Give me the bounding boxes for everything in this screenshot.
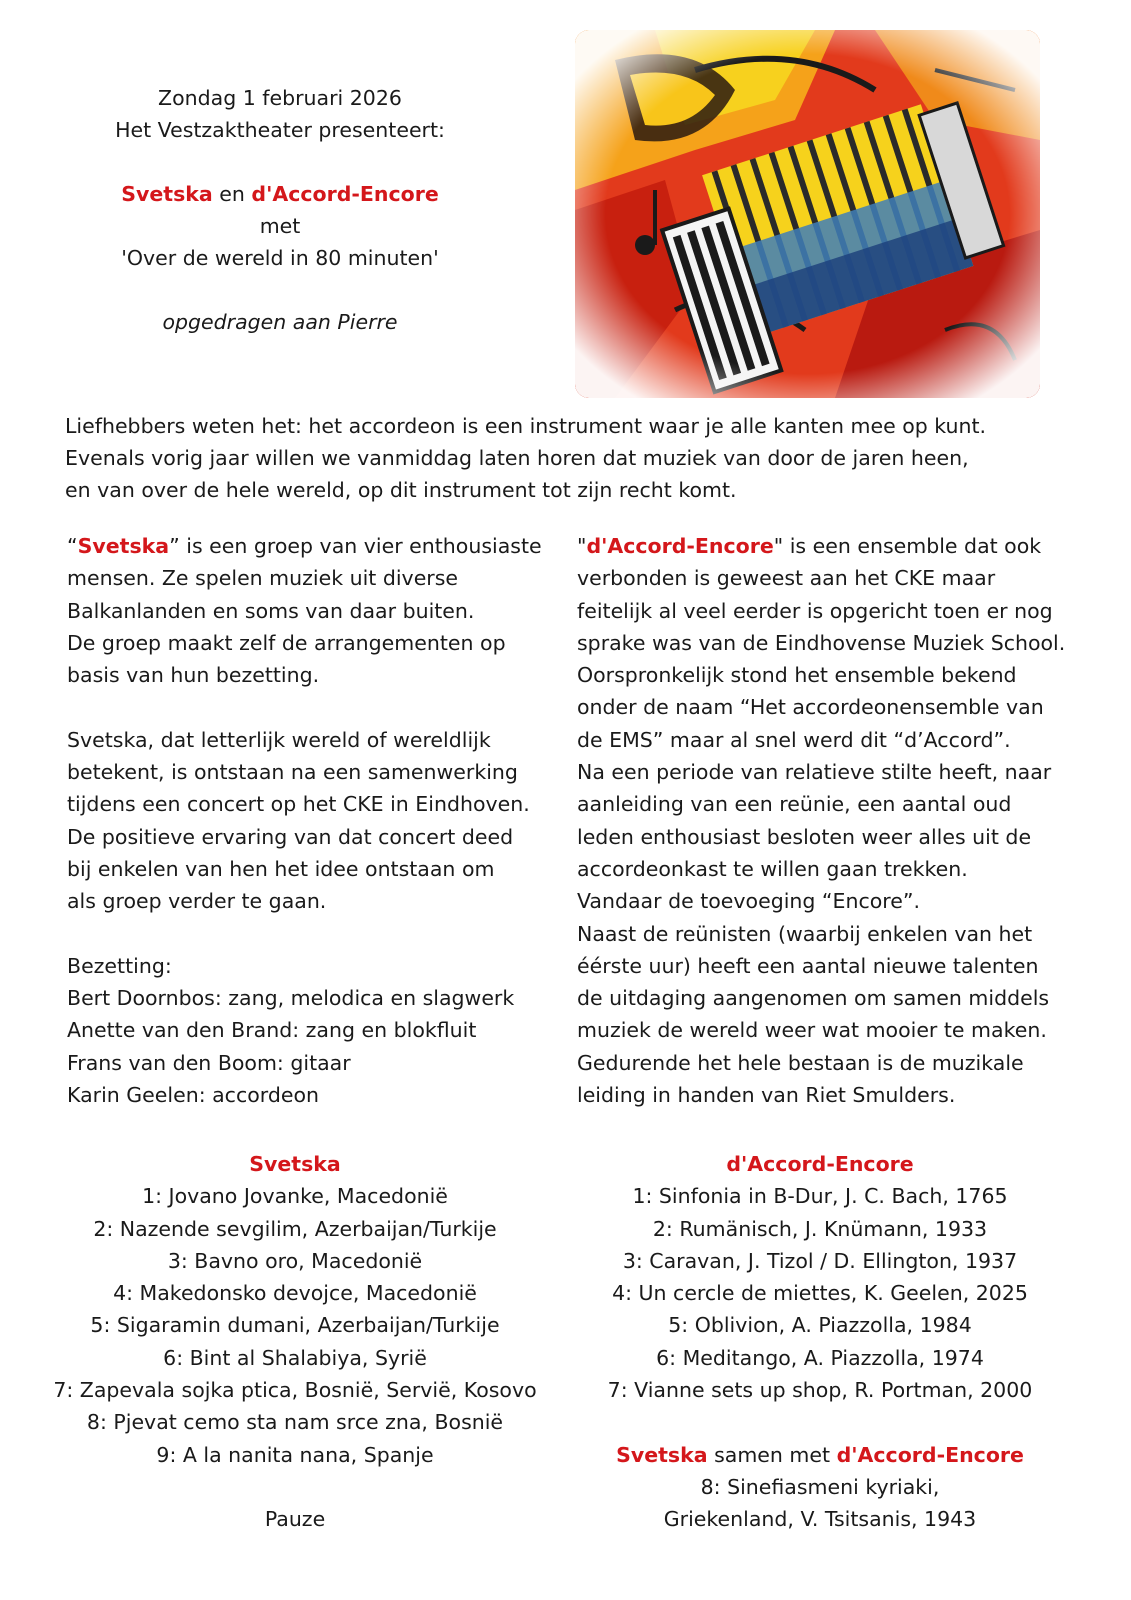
groups-line bbox=[60, 178, 500, 210]
program-item: 7: Vianne sets up shop, R. Portman, 2000 bbox=[607, 1378, 1033, 1403]
program-item: 8: Sinefiasmeni kyriaki, bbox=[700, 1474, 940, 1499]
event-header bbox=[60, 82, 500, 338]
program-item: 1: Jovano Jovanke, Macedonië bbox=[142, 1184, 448, 1209]
program-item: 9: A la nanita nana, Spanje bbox=[156, 1442, 434, 1467]
text-line: Vandaar de toevoeging “Encore”. bbox=[577, 889, 921, 914]
program-item: Griekenland, V. Tsitsanis, 1943 bbox=[663, 1507, 977, 1532]
program-item: 3: Caravan, J. Tizol / D. Ellington, 1937 bbox=[622, 1248, 1018, 1273]
group-name-svetska: Svetska bbox=[616, 1442, 708, 1467]
text-line: verbonden is geweest aan het CKE maar bbox=[577, 566, 996, 591]
group-name-daccord: d'Accord-Encore bbox=[586, 534, 774, 558]
quote-mark: “ bbox=[67, 534, 78, 558]
spacer bbox=[60, 146, 500, 178]
event-date: Zondag 1 februari 2026 bbox=[158, 86, 402, 110]
text-fragment: ” is een groep van vier enthousiaste bbox=[169, 534, 542, 558]
lineup-member: Anette van den Brand: zang en blokfluit bbox=[67, 1018, 477, 1043]
text-line: tijdens een concert op het CKE in Eindhoven. bbox=[67, 792, 530, 817]
spacer bbox=[67, 691, 567, 723]
text-line: bij enkelen van hen het idee ontstaan om bbox=[67, 856, 495, 881]
with-text: met bbox=[259, 214, 301, 238]
group-name-svetska: Svetska bbox=[77, 534, 170, 558]
text-line: leden enthousiast besloten weer alles uit de bbox=[577, 824, 1032, 849]
lineup-member: Frans van den Boom: gitaar bbox=[67, 1050, 351, 1075]
program-svetska bbox=[35, 1148, 555, 1536]
text-line: De positieve ervaring van dat concert deed bbox=[67, 824, 514, 849]
text-line: De groep maakt zelf de arrangementen op bbox=[67, 630, 506, 655]
program-item: 4: Un cercle de miettes, K. Geelen, 2025 bbox=[612, 1281, 1028, 1306]
group-name-daccord: d'Accord-Encore bbox=[836, 1442, 1024, 1467]
lineup-heading: Bezetting: bbox=[67, 953, 172, 978]
text-line: Oorspronkelijk stond het ensemble bekend bbox=[577, 663, 1017, 688]
program-daccord bbox=[560, 1148, 1080, 1536]
svetska-description bbox=[67, 530, 567, 1111]
program-item: 6: Meditango, A. Piazzolla, 1974 bbox=[656, 1345, 984, 1370]
text-line: mensen. Ze spelen muziek uit diverse bbox=[67, 566, 459, 591]
text-fragment: " is een ensemble dat ook bbox=[773, 534, 1042, 558]
accordion-painting bbox=[575, 30, 1040, 398]
text-line: betekent, is ontstaan na een samenwerking bbox=[67, 760, 518, 785]
program-item: 4: Makedonsko devojce, Macedonië bbox=[113, 1281, 477, 1306]
lineup-member: Bert Doornbos: zang, melodica en slagwerk bbox=[67, 986, 515, 1011]
intro-line: Liefhebbers weten het: het accordeon is een instrument waar je alle kanten mee op kunt. bbox=[65, 414, 987, 438]
program-item: 6: Bint al Shalabiya, Syrië bbox=[163, 1345, 427, 1370]
intro-line: Evenals vorig jaar willen we vanmiddag laten horen dat muziek van door de jaren heen, bbox=[65, 446, 969, 470]
text-line: leiding in handen van Riet Smulders. bbox=[577, 1083, 956, 1108]
text-line: muziek de wereld weer wat mooier te maken. bbox=[577, 1018, 1047, 1043]
pause-label: Pauze bbox=[264, 1507, 326, 1532]
text-line: Svetska, dat letterlijk wereld of wereldlijk bbox=[67, 727, 491, 752]
group-name-daccord: d'Accord-Encore bbox=[251, 182, 439, 206]
text-line: sprake was van de Eindhovense Muziek School. bbox=[577, 630, 1066, 655]
text-line: basis van hun bezetting. bbox=[67, 663, 320, 688]
program-item: 7: Zapevala sojka ptica, Bosnië, Servië, Kosovo bbox=[53, 1378, 537, 1403]
text-line: onder de naam “Het accordeonensemble van bbox=[577, 695, 1044, 720]
show-title: 'Over de wereld in 80 minuten' bbox=[121, 246, 439, 270]
dedication: opgedragen aan Pierre bbox=[162, 310, 398, 334]
spacer bbox=[35, 1471, 555, 1503]
daccord-first-line bbox=[577, 530, 1097, 562]
text-line: Balkanlanden en soms van daar buiten. bbox=[67, 598, 475, 623]
program-item: 2: Nazende sevgilim, Azerbaijan/Turkije bbox=[93, 1216, 497, 1241]
spacer bbox=[560, 1406, 1080, 1438]
text-line: Naast de reünisten (waarbij enkelen van het bbox=[577, 921, 1033, 946]
program-item: 2: Rumänisch, J. Knümann, 1933 bbox=[652, 1216, 988, 1241]
program-item: 3: Bavno oro, Macedonië bbox=[167, 1248, 423, 1273]
group-name-svetska: Svetska bbox=[121, 182, 213, 206]
spacer bbox=[60, 274, 500, 306]
spacer bbox=[67, 918, 567, 950]
program-item: 5: Sigaramin dumani, Azerbaijan/Turkije bbox=[90, 1313, 500, 1338]
text-line: feitelijk al veel eerder is opgericht toen er nog bbox=[577, 598, 1053, 623]
text-line: accordeonkast te willen gaan trekken. bbox=[577, 856, 968, 881]
program-heading: d'Accord-Encore bbox=[726, 1152, 914, 1176]
joint-with-text: samen met bbox=[707, 1442, 837, 1467]
svetska-first-line bbox=[67, 530, 567, 562]
text-line: éérste uur) heeft een aantal nieuwe talenten bbox=[577, 953, 1039, 978]
presenter-line: Het Vestzaktheater presenteert: bbox=[115, 118, 445, 142]
lineup-member: Karin Geelen: accordeon bbox=[67, 1083, 319, 1108]
program-item: 8: Pjevat cemo sta nam srce zna, Bosnië bbox=[86, 1410, 504, 1435]
text-line: de EMS” maar al snel werd dit “d’Accord”. bbox=[577, 727, 1011, 752]
text-line: Na een periode van relatieve stilte heeft, naar bbox=[577, 760, 1052, 785]
program-heading: Svetska bbox=[249, 1152, 341, 1176]
accordion-painting-image bbox=[575, 30, 1040, 398]
and-text: en bbox=[212, 182, 252, 206]
text-line: aanleiding van een reünie, een aantal oud bbox=[577, 792, 1012, 817]
quote-mark: " bbox=[577, 534, 587, 558]
intro-line: en van over de hele wereld, op dit instrument tot zijn recht komt. bbox=[65, 478, 737, 502]
program-item: 1: Sinfonia in B-Dur, J. C. Bach, 1765 bbox=[632, 1184, 1008, 1209]
text-line: Gedurende het hele bestaan is de muzikale bbox=[577, 1050, 1024, 1075]
intro-paragraph bbox=[65, 410, 1075, 506]
daccord-description bbox=[577, 530, 1097, 1111]
text-line: de uitdaging aangenomen om samen middels bbox=[577, 986, 1050, 1011]
joint-heading bbox=[560, 1439, 1080, 1471]
program-item: 5: Oblivion, A. Piazzolla, 1984 bbox=[668, 1313, 972, 1338]
text-line: als groep verder te gaan. bbox=[67, 889, 327, 914]
